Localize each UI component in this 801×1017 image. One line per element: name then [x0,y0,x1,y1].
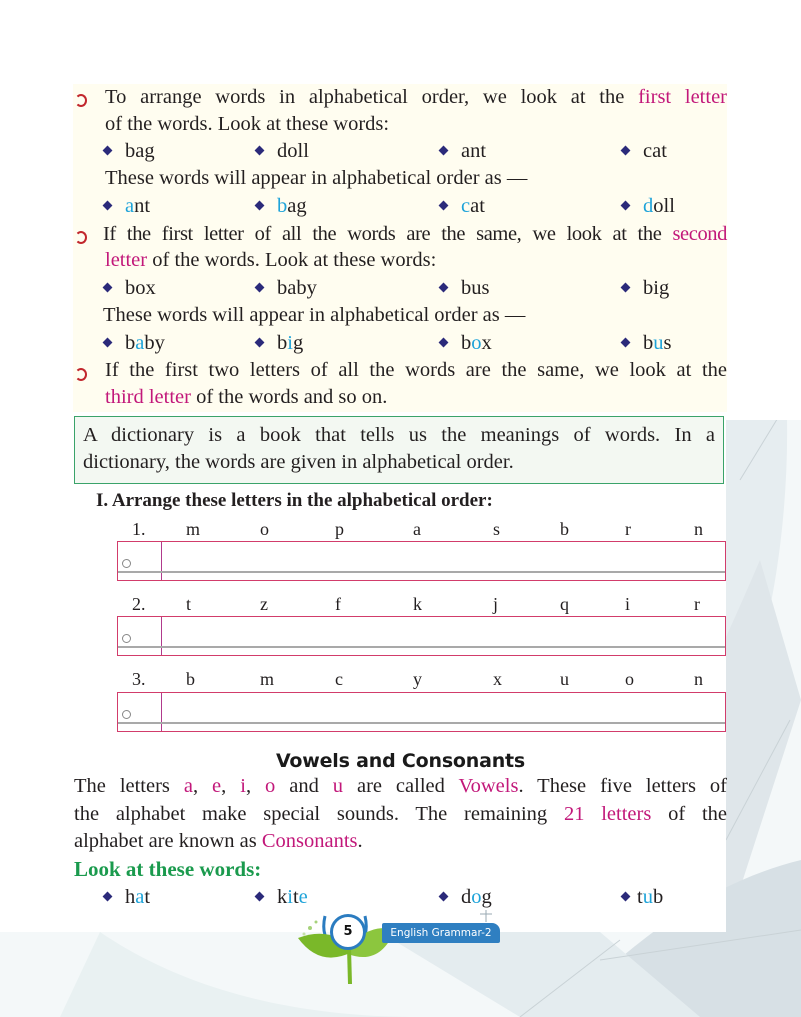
list-item: big [622,275,669,302]
list-item: doll [622,193,675,220]
answer-input-3[interactable] [166,696,719,722]
exercise-title: I. Arrange these letters in the alphabetical order: [96,490,493,511]
vowels-para-line3: alphabet are known as Consonants. [74,830,363,852]
box-divider [161,542,162,580]
writing-line [118,571,725,573]
diamond-bullet-icon [255,201,265,211]
rule1-sorted-list [0,193,801,220]
diamond-bullet-icon [439,338,449,348]
diamond-bullet-icon [621,338,631,348]
diamond-bullet-icon [103,338,113,348]
highlight-second: second [672,223,727,245]
circle-marker-icon [122,634,131,643]
list-item: bus [440,275,489,302]
answer-box-1 [117,541,726,581]
list-item: bus [622,330,671,357]
rule1-line1: To arrange words in alphabetical order, we look at the first letter [105,86,727,108]
list-item: dog [440,884,492,911]
box-divider [161,617,162,655]
page-footer-badge [290,908,510,988]
answer-box-3 [117,692,726,732]
answer-input-1[interactable] [166,545,719,571]
rule2-line1: If the first letter of all the words are the same, we look at the second [103,223,727,245]
list-item: box [440,330,492,357]
rule2-order-intro: These words will appear in alphabetical order as — [103,304,526,326]
diamond-bullet-icon [103,146,113,156]
rule1-line2: of the words. Look at these words: [105,113,390,135]
list-item: ant [104,193,150,220]
list-item: doll [256,138,309,165]
circle-bullet-icon [75,94,87,107]
diamond-bullet-icon [103,283,113,293]
diamond-bullet-icon [255,283,265,293]
diamond-bullet-icon [255,146,265,156]
list-item: box [104,275,156,302]
box-divider [161,693,162,731]
dictionary-note-line1: A dictionary is a book that tells us the meanings of words. In a [83,424,715,446]
circle-marker-icon [122,710,131,719]
section-title: Vowels and Consonants [275,750,526,772]
book-title-label: English Grammar-2 [382,923,500,943]
list-item: baby [256,275,317,302]
dictionary-note-box [74,416,724,484]
diamond-bullet-icon [103,892,113,902]
diamond-bullet-icon [621,201,631,211]
answer-input-2[interactable] [166,620,719,646]
exercise-item-1-letters: 1. m o p a s b r n [132,519,703,539]
diamond-bullet-icon [439,201,449,211]
diamond-bullet-icon [621,283,631,293]
diamond-bullet-icon [103,201,113,211]
sprout-icon [290,908,510,988]
answer-box-2 [117,616,726,656]
list-item: baby [104,330,165,357]
exercise-item-2-letters: 2. t z f k j q i r [132,594,700,614]
list-item: ant [440,138,486,165]
circle-bullet-icon [75,368,87,381]
page-number: 5 [330,914,366,950]
rule2-word-list [0,275,801,302]
vowels-para-line2: the alphabet make special sounds. The remaining 21 letters of the [74,803,728,825]
rule2-sorted-list [0,330,801,357]
list-item: tub [622,884,663,911]
list-item: bag [104,138,155,165]
list-item: cat [622,138,667,165]
circle-bullet-icon [75,231,87,244]
rule3-line2: third letter of the words and so on. [105,386,388,408]
list-item: bag [256,193,307,220]
rule2-line2: letter of the words. Look at these words: [105,249,437,271]
exercise-item-3-letters: 3. b m c y x u o n [132,669,703,689]
dictionary-note-line2: dictionary, the words are given in alphabetical order. [83,451,514,473]
list-item: hat [104,884,150,911]
diamond-bullet-icon [621,146,631,156]
list-item: cat [440,193,485,220]
diamond-bullet-icon [255,338,265,348]
vowels-para-line1: The letters a, e, i, o and u are called Vowels. These five letters of [74,775,728,797]
circle-marker-icon [122,559,131,568]
writing-line [118,722,725,724]
diamond-bullet-icon [439,283,449,293]
look-at-words-heading: Look at these words: [74,857,262,881]
highlight-first-letter: first letter [638,86,727,108]
vowel-example-list [0,884,801,911]
diamond-bullet-icon [255,892,265,902]
list-item: kite [256,884,308,911]
rule1-order-intro: These words will appear in alphabetical order as — [105,167,528,189]
diamond-bullet-icon [621,892,631,902]
list-item: big [256,330,303,357]
diamond-bullet-icon [439,892,449,902]
diamond-bullet-icon [439,146,449,156]
writing-line [118,646,725,648]
rule3-line1: If the first two letters of all the words are the same, we look at the [105,359,727,381]
rule1-word-list [0,138,801,165]
